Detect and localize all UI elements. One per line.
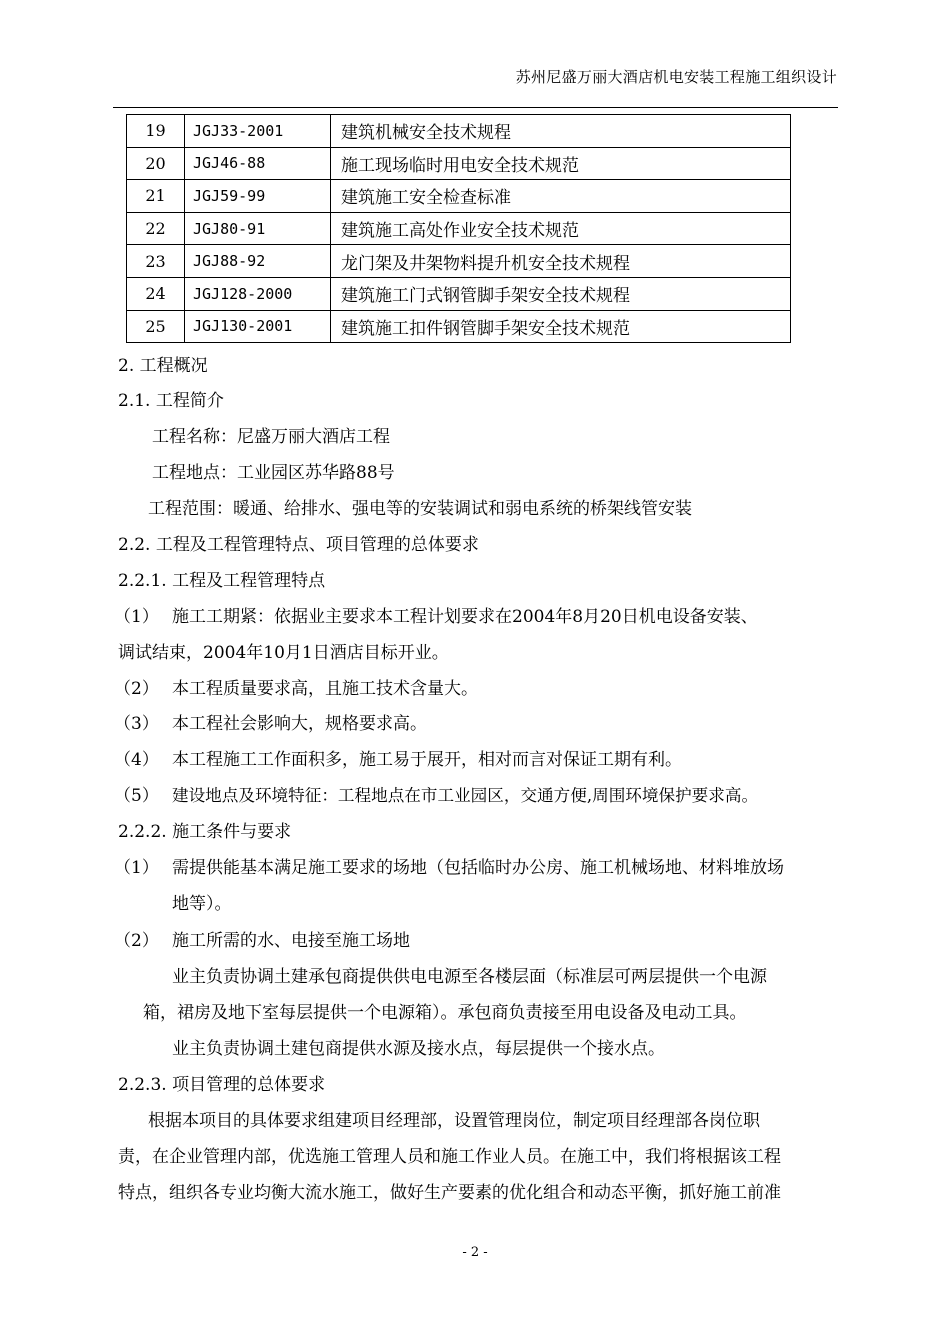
standard-name: 建筑机械安全技术规程 xyxy=(331,115,791,148)
condition-1-continuation: 地等）。 xyxy=(172,894,232,914)
standards-table xyxy=(126,114,791,343)
header-divider xyxy=(113,107,838,108)
standard-name: 龙门架及井架物料提升机安全技术规程 xyxy=(331,245,791,278)
list-number: （1） xyxy=(114,858,159,878)
table-row xyxy=(127,245,791,278)
standard-code: JGJ46-88 xyxy=(185,147,331,180)
management-paragraph-line: 特点，组织各专业均衡大流水施工，做好生产要素的优化组合和动态平衡，抓好施工前准 xyxy=(118,1183,781,1203)
section-heading-2: 2. 工程概况 xyxy=(118,356,208,376)
section-heading-2-2-1: 2.2.1. 工程及工程管理特点 xyxy=(118,571,326,591)
table-row xyxy=(127,310,791,343)
project-name: 工程名称：尼盛万丽大酒店工程 xyxy=(152,427,390,447)
document-header-title: 苏州尼盛万丽大酒店机电安装工程施工组织设计 xyxy=(515,68,837,86)
standard-code: JGJ33-2001 xyxy=(185,115,331,148)
power-supply-text: 业主负责协调土建承包商提供供电电源至各楼层面（标准层可两层提供一个电源 xyxy=(172,967,767,987)
feature-1-text: 施工工期紧：依据业主要求本工程计划要求在2004年8月20日机电设备安装、 xyxy=(172,607,758,627)
row-number: 19 xyxy=(127,115,185,148)
section-heading-2-1: 2.1. 工程简介 xyxy=(118,391,224,411)
row-number: 24 xyxy=(127,277,185,310)
feature-1-continuation: 调试结束，2004年10月1日酒店目标开业。 xyxy=(118,643,449,663)
row-number: 23 xyxy=(127,245,185,278)
condition-1-text: 需提供能基本满足施工要求的场地（包括临时办公房、施工机械场地、材料堆放场 xyxy=(172,858,784,878)
water-supply-text: 业主负责协调土建包商提供水源及接水点，每层提供一个接水点。 xyxy=(172,1039,665,1059)
feature-2-text: 本工程质量要求高，且施工技术含量大。 xyxy=(172,679,478,699)
list-number: （2） xyxy=(114,679,159,699)
page-number: - 2 - xyxy=(462,1245,488,1260)
project-location: 工程地点：工业园区苏华路88号 xyxy=(152,463,395,483)
row-number: 20 xyxy=(127,147,185,180)
standard-code: JGJ88-92 xyxy=(185,245,331,278)
management-paragraph-line: 责，在企业管理内部，优选施工管理人员和施工作业人员。在施工中，我们将根据该工程 xyxy=(118,1147,781,1167)
condition-2-text: 施工所需的水、电接至施工场地 xyxy=(172,931,410,951)
standard-name: 建筑施工安全检查标准 xyxy=(331,180,791,213)
section-heading-2-2-3: 2.2.3. 项目管理的总体要求 xyxy=(118,1075,326,1095)
section-heading-2-2-2: 2.2.2. 施工条件与要求 xyxy=(118,822,292,842)
list-number: （2） xyxy=(114,931,159,951)
standard-name: 建筑施工扣件钢管脚手架安全技术规范 xyxy=(331,310,791,343)
section-heading-2-2: 2.2. 工程及工程管理特点、项目管理的总体要求 xyxy=(118,535,479,555)
table-row xyxy=(127,147,791,180)
row-number: 21 xyxy=(127,180,185,213)
list-number: （3） xyxy=(114,714,159,734)
feature-4-text: 本工程施工工作面积多，施工易于展开，相对而言对保证工期有利。 xyxy=(172,750,682,770)
management-paragraph-line: 根据本项目的具体要求组建项目经理部，设置管理岗位，制定项目经理部各岗位职 xyxy=(148,1111,760,1131)
standard-code: JGJ130-2001 xyxy=(185,310,331,343)
feature-5-text: 建设地点及环境特征：工程地点在市工业园区，交通方便,周围环境保护要求高。 xyxy=(172,786,759,805)
standard-code: JGJ128-2000 xyxy=(185,277,331,310)
list-number: （4） xyxy=(114,750,159,770)
table-row xyxy=(127,180,791,213)
row-number: 25 xyxy=(127,310,185,343)
standard-name: 建筑施工门式钢管脚手架安全技术规程 xyxy=(331,277,791,310)
standard-name: 建筑施工高处作业安全技术规范 xyxy=(331,212,791,245)
list-number: （5） xyxy=(114,786,159,806)
table-row xyxy=(127,115,791,148)
table-row xyxy=(127,212,791,245)
standard-code: JGJ59-99 xyxy=(185,180,331,213)
standard-name: 施工现场临时用电安全技术规范 xyxy=(331,147,791,180)
feature-3-text: 本工程社会影响大，规格要求高。 xyxy=(172,714,427,734)
project-scope: 工程范围：暖通、给排水、强电等的安装调试和弱电系统的桥架线管安装 xyxy=(148,499,692,519)
list-number: （1） xyxy=(114,607,159,627)
power-supply-continuation: 箱，裙房及地下室每层提供一个电源箱）。承包商负责接至用电设备及电动工具。 xyxy=(143,1003,747,1023)
table-row xyxy=(127,277,791,310)
row-number: 22 xyxy=(127,212,185,245)
standard-code: JGJ80-91 xyxy=(185,212,331,245)
